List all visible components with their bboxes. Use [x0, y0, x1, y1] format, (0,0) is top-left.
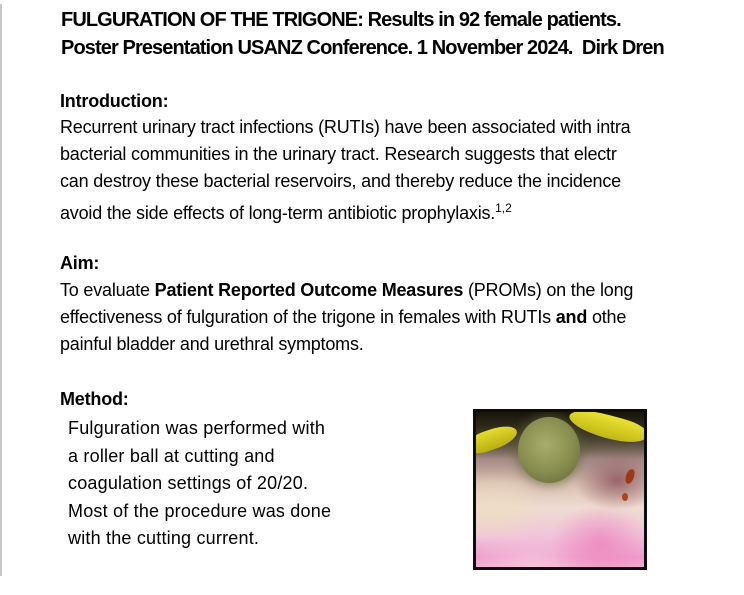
introduction-heading: Introduction:: [60, 91, 169, 111]
method-line-3: coagulation settings of 20/20.: [68, 473, 309, 493]
introduction-line-3: can destroy these bacterial reservoirs, and thereby reduce the incidence: [60, 171, 621, 191]
method-line-2: a roller ball at cutting and: [68, 446, 275, 466]
aim-heading: Aim:: [60, 253, 100, 273]
aim-line-1: [60, 279, 633, 302]
citation-superscript: 1,2: [495, 201, 512, 215]
method-line-4: Most of the procedure was done: [68, 501, 332, 521]
method-line-1: Fulguration was performed with: [68, 418, 326, 438]
aim-line-2: [60, 306, 626, 329]
method-heading: Method:: [60, 389, 129, 409]
introduction-line-2: bacterial communities in the urinary tract. Research suggests that electr: [60, 144, 617, 164]
introduction-line-4-text: avoid the side effects of long-term antibiotic prophylaxis.: [60, 203, 496, 223]
document-title-line-1: FULGURATION OF THE TRIGONE: Results in 92 female patients.: [61, 9, 621, 31]
method-line-5: with the cutting current.: [68, 528, 260, 548]
aim-line-1-normal-b: (PROMs) on the long: [463, 280, 634, 300]
document-title-line-2: Poster Presentation USANZ Conference. 1 November 2024. Dirk Dren: [61, 37, 664, 59]
photo-roller-ball: [518, 417, 580, 484]
introduction-line-1: Recurrent urinary tract infections (RUTIs) have been associated with intra: [60, 117, 631, 137]
introduction-line-4: [60, 197, 512, 225]
aim-line-3: painful bladder and urethral symptoms.: [60, 334, 364, 354]
aim-line-2-bold: and: [555, 307, 588, 327]
aim-line-2-normal-b: othe: [587, 307, 627, 327]
aim-line-1-bold: Patient Reported Outcome Measures: [154, 280, 464, 300]
aim-line-1-normal-a: To evaluate: [60, 280, 155, 300]
photo-cautery-speck-2: [622, 493, 628, 501]
cystoscopy-fulguration-photo: [473, 409, 647, 570]
aim-line-2-normal-a: effectiveness of fulguration of the trigone in females with RUTIs: [60, 307, 556, 327]
page-left-edge-line: [0, 4, 2, 576]
